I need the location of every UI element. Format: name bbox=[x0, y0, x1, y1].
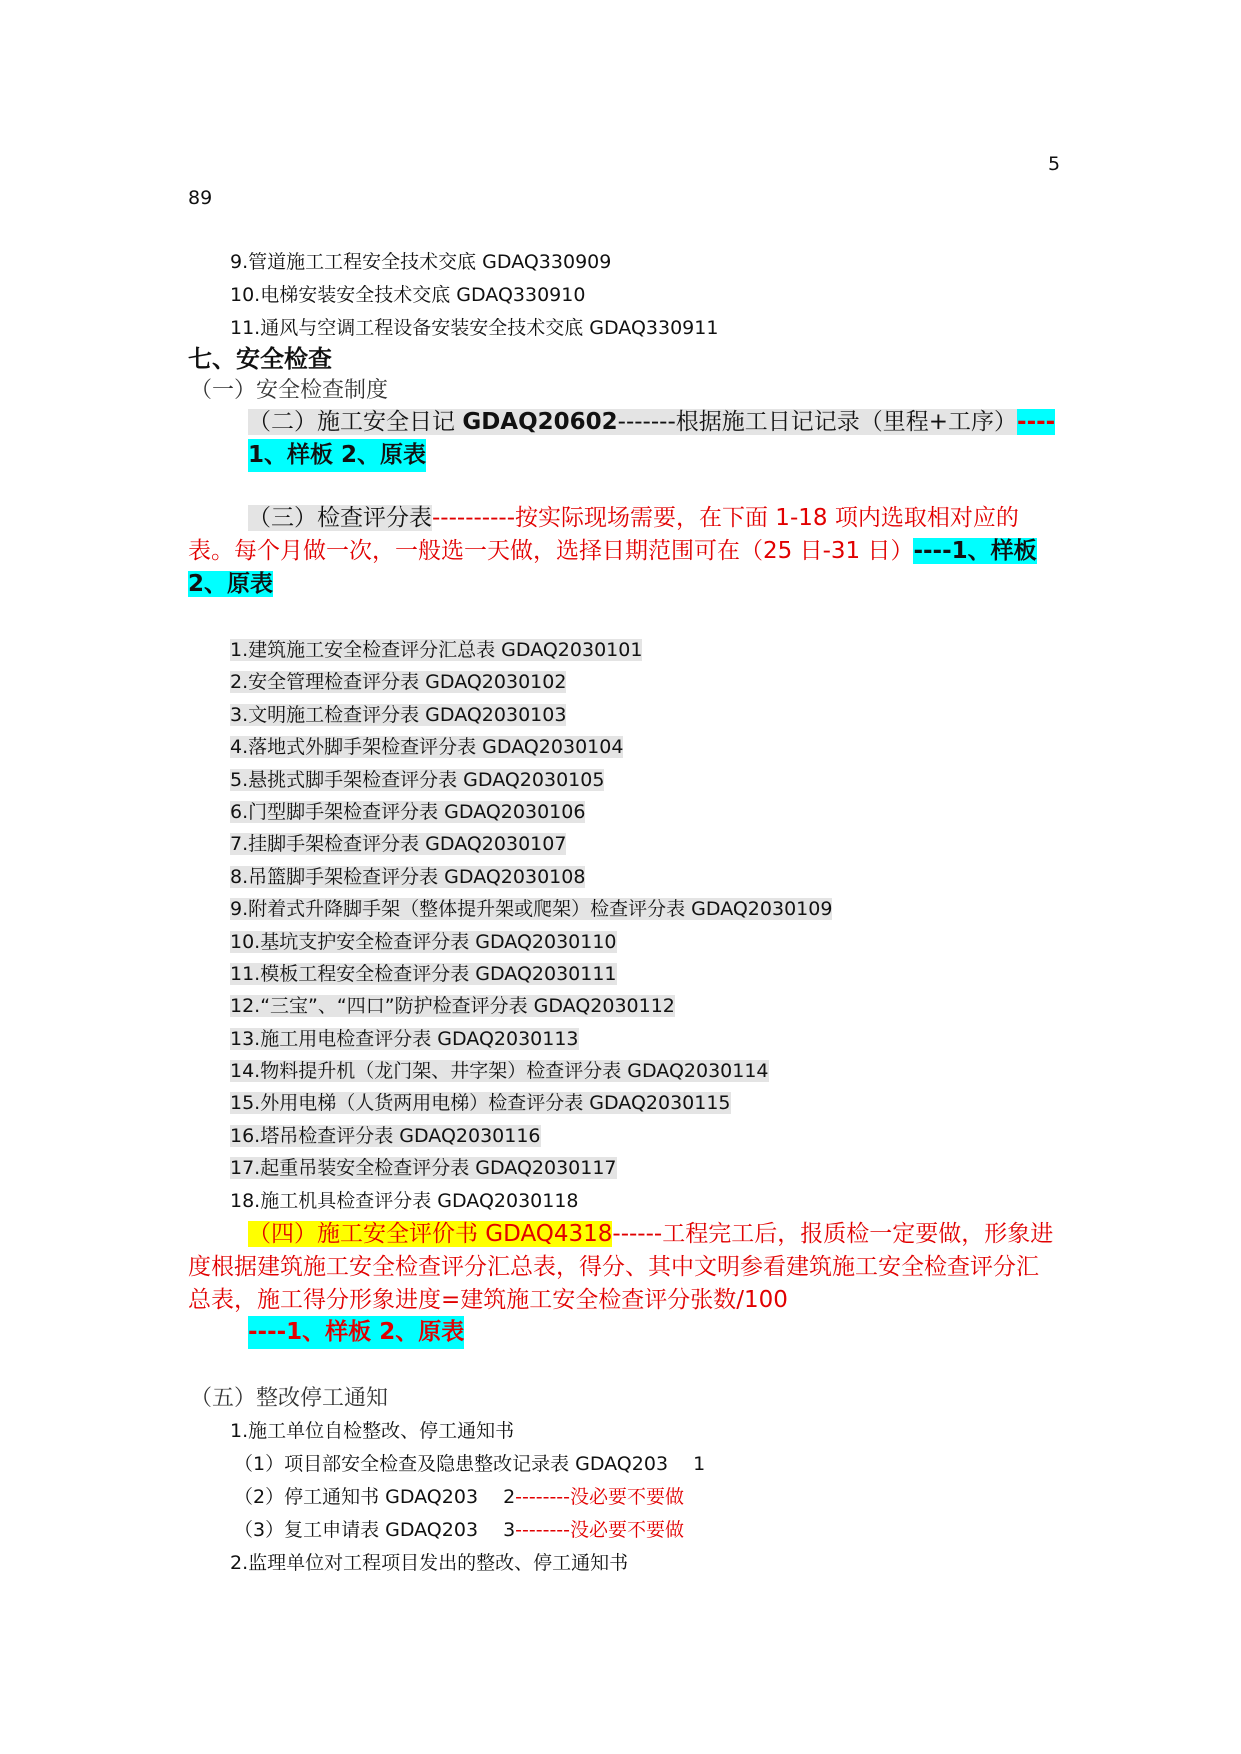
list-item: 13.施工用电检查评分表 GDAQ2030113 bbox=[230, 1027, 579, 1050]
subsection-5-sub-2: （2）停工通知书 GDAQ203 2--------没必要不要做 bbox=[234, 1486, 685, 1508]
subsection-5-item-1: 1.施工单位自检整改、停工通知书 bbox=[230, 1420, 515, 1442]
subsection-4 bbox=[188, 1218, 1056, 1317]
subsection-2 bbox=[248, 406, 1055, 439]
list-item: 8.吊篮脚手架检查评分表 GDAQ2030108 bbox=[230, 865, 586, 888]
list-item: 1.建筑施工安全检查评分汇总表 GDAQ2030101 bbox=[230, 639, 643, 661]
subsection-2-title: （二）施工安全日记 GDAQ20602-------根据施工日记记录（里程+工序） bbox=[248, 409, 1018, 435]
list-item: 16.塔吊检查评分表 GDAQ2030116 bbox=[230, 1124, 541, 1147]
tech-item: 10.电梯安装安全技术交底 GDAQ330910 bbox=[230, 284, 586, 306]
list-item: 15.外用电梯（人货两用电梯）检查评分表 GDAQ2030115 bbox=[230, 1092, 731, 1115]
subsection-2-tag-dash: ---- bbox=[1017, 409, 1056, 435]
list-item: 17.起重吊装安全检查评分表 GDAQ2030117 bbox=[230, 1157, 617, 1180]
score-list bbox=[230, 634, 832, 1217]
list-item: 5.悬挑式脚手架检查评分表 GDAQ2030105 bbox=[230, 768, 605, 791]
list-item: 10.基坑支护安全检查评分表 GDAQ2030110 bbox=[230, 930, 617, 953]
page-fragment-number: 89 bbox=[188, 187, 213, 209]
list-item: 7.挂脚手架检查评分表 GDAQ2030107 bbox=[230, 833, 567, 856]
tech-item: 11.通风与空调工程设备安装安全技术交底 GDAQ330911 bbox=[230, 317, 719, 339]
subsection-3-note: ----------按实际现场需要，在下面 1-18 项内选取相对应的表。每个月做一次，一般选一天做，选择日期范围可在（25 日-31 日） bbox=[188, 505, 1019, 564]
list-item: 12.“三宝”、“四口”防护检查评分表 GDAQ2030112 bbox=[230, 995, 675, 1018]
subsection-5-sub-3: （3）复工申请表 GDAQ203 3--------没必要不要做 bbox=[234, 1519, 685, 1541]
list-item: 2.安全管理检查评分表 GDAQ2030102 bbox=[230, 671, 567, 694]
list-item: 3.文明施工检查评分表 GDAQ2030103 bbox=[230, 703, 567, 726]
tech-item: 9.管道施工工程安全技术交底 GDAQ330909 bbox=[230, 251, 612, 273]
list-item: 4.落地式外脚手架检查评分表 GDAQ2030104 bbox=[230, 736, 624, 759]
list-item: 11.模板工程安全检查评分表 GDAQ2030111 bbox=[230, 962, 617, 985]
subsection-2-tag: 1、样板 2、原表 bbox=[248, 439, 426, 472]
subsection-5-sub-1: （1）项目部安全检查及隐患整改记录表 GDAQ203 1 bbox=[234, 1453, 706, 1475]
subsection-1: （一）安全检查制度 bbox=[190, 378, 389, 403]
subsection-4-note: ------工程完工后，报质检一定要做，形象进度根据建筑施工安全检查评分汇总表，得分、其中文明参看建筑施工安全检查评分汇总表，施工得分形象进度=建筑施工安全检查评分张数/100 bbox=[188, 1221, 1054, 1313]
subsection-4-tag: ----1、样板 2、原表 bbox=[248, 1316, 464, 1349]
list-item: 14.物料提升机（龙门架、井字架）检查评分表 GDAQ2030114 bbox=[230, 1060, 769, 1083]
subsection-3 bbox=[188, 502, 1056, 601]
subsection-5-item-2: 2.监理单位对工程项目发出的整改、停工通知书 bbox=[230, 1552, 629, 1574]
subsection-3-title: （三）检查评分表 bbox=[248, 505, 432, 531]
section-heading: 七、安全检查 bbox=[188, 345, 332, 373]
list-item: 6.门型脚手架检查评分表 GDAQ2030106 bbox=[230, 800, 586, 823]
list-item: 9.附着式升降脚手架（整体提升架或爬架）检查评分表 GDAQ2030109 bbox=[230, 898, 833, 921]
subsection-3-tag: ----1、样板 2、原表 bbox=[188, 538, 1037, 597]
list-item: 18.施工机具检查评分表 GDAQ2030118 bbox=[230, 1189, 579, 1212]
subsection-4-title: （四）施工安全评价书 GDAQ4318 bbox=[248, 1221, 613, 1247]
subsection-5: （五）整改停工通知 bbox=[190, 1386, 389, 1411]
page-number: 5 bbox=[1048, 153, 1061, 175]
